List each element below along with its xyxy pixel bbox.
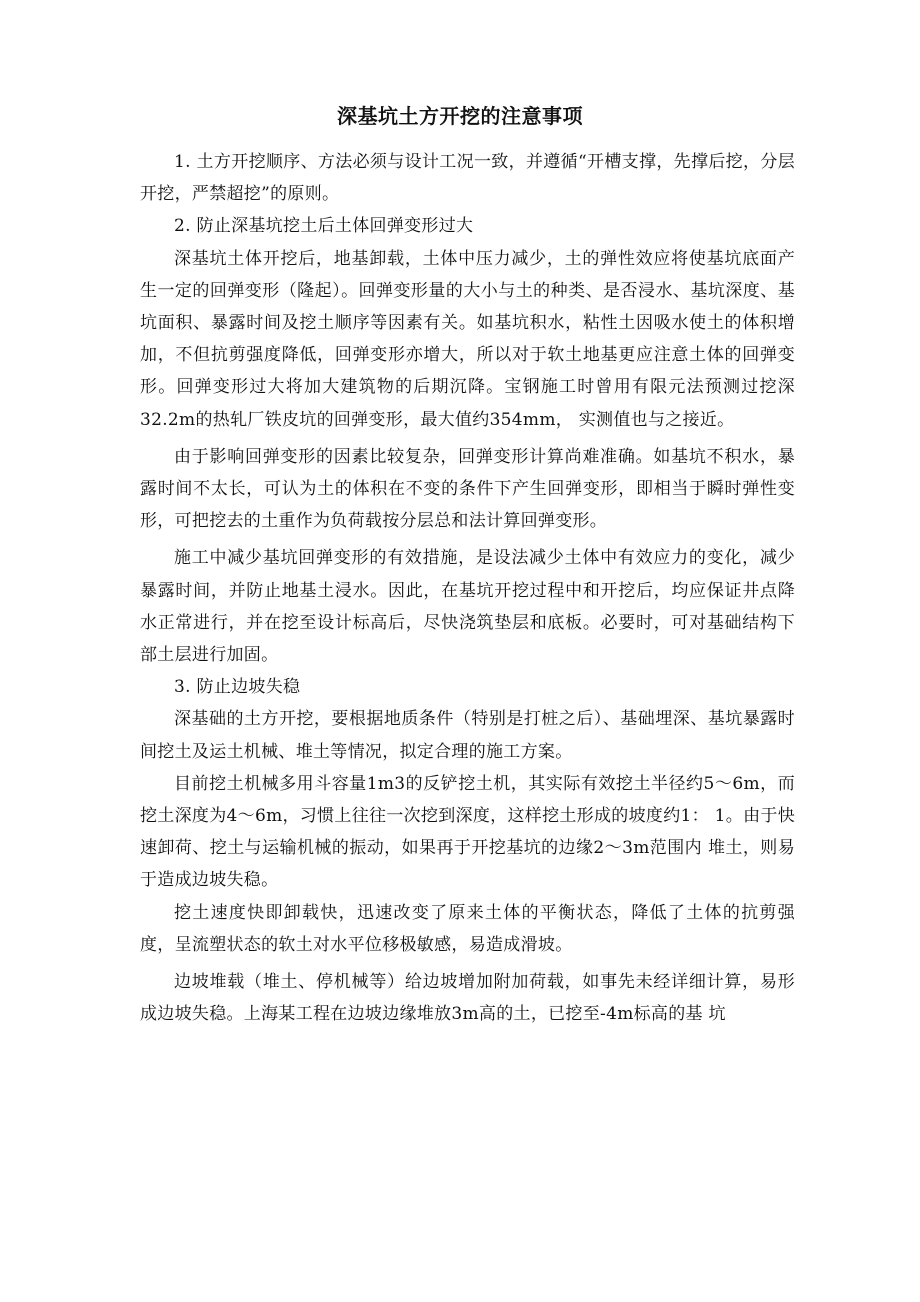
paragraph-rebound-intro: 深基坑土体开挖后，地基卸载，土体中压力减少，土的弹性效应将使基坑底面产生一定的回弹变形（隆起）。回弹变形量的大小与土的种类、是否浸水、基坑深度、基坑面积、暴露时间及挖土顺序等因素有关。如基坑积水，粘性土因吸水使土的体积增加，不但抗剪强度降低，回弹变形亦增大，所以对于软土地基更应注意土体的回弹变形。回弹变形过大将加大建筑物的后期沉降。宝钢施工时曾用有限元法预测过挖深32.2m的热轧厂铁皮坑的回弹变形，最大值约354mm， 实测值也与之接近。 bbox=[140, 248, 795, 430]
paragraph-1: 1. 土方开挖顺序、方法必须与设计工况一致，并遵循“开槽支撑，先撑后挖，分层开挖，严禁超挖”的原则。 bbox=[140, 152, 795, 205]
document-title: 深基坑土方开挖的注意事项 bbox=[337, 104, 583, 128]
paragraph-excavation-plan: 深基础的土方开挖，要根据地质条件（特别是打桩之后）、基础埋深、基坑暴露时间挖土及运土机械、堆土等情况，拟定合理的施工方案。 bbox=[140, 709, 795, 762]
paragraph-slope-loading: 边坡堆载（堆土、停机械等）给边坡增加附加荷载，如事先未经详细计算，易形成边坡失稳。上海某工程在边坡边缘堆放3m高的土，已挖至-4m标高的基 坑 bbox=[140, 972, 795, 1025]
section-heading-3: 3. 防止边坡失稳 bbox=[174, 677, 301, 698]
paragraph-excavator: 目前挖土机械多用斗容量1m3的反铲挖土机，其实际有效挖土半径约5～6m，而挖土深度为4～6m，习惯上往往一次挖到深度，这样挖土形成的坡度约1： 1。由于快速卸荷、挖土与运输机械的振动，如果再于开挖基坑的边缘2～3m范围内 堆土，则易于造成边坡失稳。 bbox=[140, 773, 795, 891]
paragraph-excavation-speed: 挖土速度快即卸载快，迅速改变了原来土体的平衡状态，降低了土体的抗剪强度，呈流塑状态的软土对水平位移极敏感，易造成滑坡。 bbox=[140, 902, 795, 955]
paragraph-rebound-calculation: 由于影响回弹变形的因素比较复杂，回弹变形计算尚难准确。如基坑不积水，暴露时间不太长，可认为土的体积在不变的条件下产生回弹变形，即相当于瞬时弹性变形，可把挖去的土重作为负荷载按分层总和法计算回弹变形。 bbox=[140, 446, 795, 532]
paragraph-rebound-measures: 施工中减少基坑回弹变形的有效措施，是设法减少土体中有效应力的变化，减少暴露时间，并防止地基土浸水。因此，在基坑开挖过程中和开挖后，均应保证井点降水正常进行，并在挖至设计标高后，尽快浇筑垫层和底板。必要时，可对基础结构下部土层进行加固。 bbox=[140, 548, 795, 666]
section-heading-2: 2. 防止深基坑挖土后土体回弹变形过大 bbox=[174, 216, 474, 237]
document-body bbox=[140, 146, 795, 1030]
